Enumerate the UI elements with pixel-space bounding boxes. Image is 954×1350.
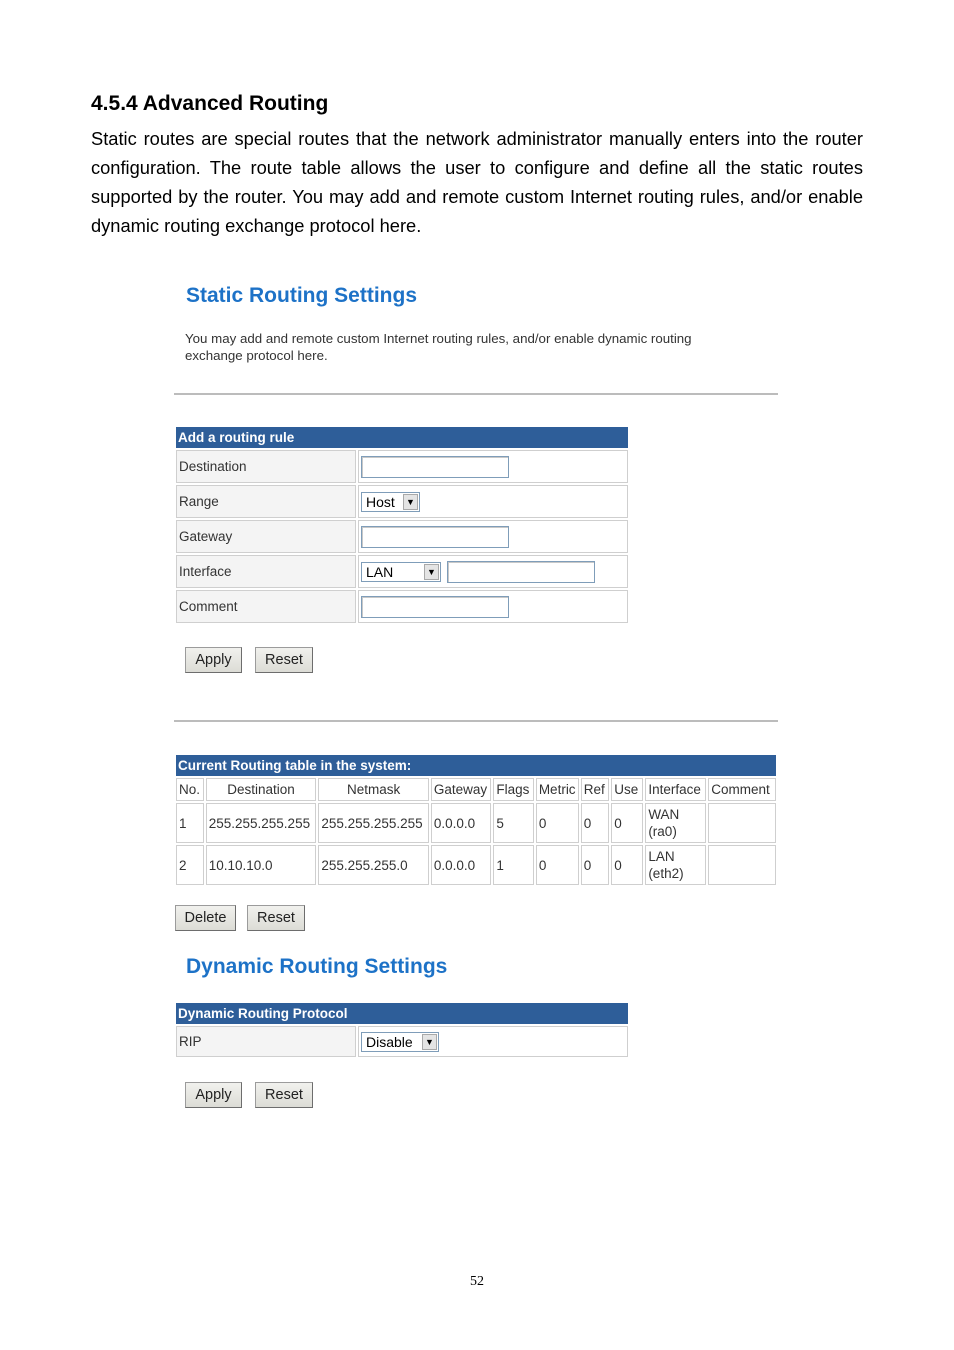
dynamic-reset-button[interactable]: Reset <box>255 1082 313 1108</box>
static-routing-intro: You may add and remote custom Internet routing rules, and/or enable dynamic routing exchange protocol here. <box>185 331 692 363</box>
section-body-text: Static routes are special routes that the network administrator manually enters into the router configuration. The route table allows the user to configure and define all the static routes supported by the router. You may add and remote custom Internet routing rules, and/or enable dynamic routing exchange protocol here. <box>91 128 863 236</box>
column-header: No. <box>176 778 204 801</box>
row-netmask: 255.255.255.0 <box>318 845 429 885</box>
comment-input[interactable] <box>361 596 509 618</box>
chevron-down-icon[interactable]: ▼ <box>422 1034 437 1050</box>
interface-select[interactable] <box>361 562 441 582</box>
gateway-input[interactable] <box>361 526 509 548</box>
row-gateway: 0.0.0.0 <box>431 803 492 843</box>
table-row[interactable] <box>176 845 776 885</box>
column-header: Interface <box>645 778 706 801</box>
dynamic-routing-form <box>174 1001 630 1059</box>
row-interface-name: WAN <box>648 807 680 822</box>
dynamic-routing-title: Dynamic Routing Settings <box>186 955 448 978</box>
row-interface-device: (ra0) <box>648 824 677 839</box>
rip-label: RIP <box>176 1026 356 1057</box>
column-header: Use <box>611 778 643 801</box>
row-interface-name: LAN <box>648 849 675 864</box>
column-header: Flags <box>493 778 533 801</box>
add-routing-rule-form <box>174 425 630 625</box>
column-header: Destination <box>206 778 317 801</box>
routing-table-header: Current Routing table in the system: <box>176 755 776 776</box>
row-gateway: 0.0.0.0 <box>431 845 492 885</box>
row-interface-device: (eth2) <box>648 866 684 881</box>
comment-label: Comment <box>176 590 356 623</box>
destination-label: Destination <box>176 450 356 483</box>
section-heading: 4.5.4 Advanced Routing <box>91 92 329 115</box>
interface-select-value: LAN <box>366 563 394 580</box>
dynamic-apply-button[interactable]: Apply <box>185 1082 242 1108</box>
range-select-value: Host <box>366 493 395 510</box>
row-comment <box>708 803 776 843</box>
row-comment <box>708 845 776 885</box>
row-flags: 5 <box>493 803 533 843</box>
reset-table-button[interactable]: Reset <box>247 905 305 931</box>
row-ref: 0 <box>581 845 609 885</box>
destination-input[interactable] <box>361 456 509 478</box>
row-interface <box>645 845 706 885</box>
column-header: Netmask <box>318 778 429 801</box>
interface-label: Interface <box>176 555 356 588</box>
page-number: 52 <box>470 1274 484 1289</box>
gateway-label: Gateway <box>176 520 356 553</box>
range-label: Range <box>176 485 356 518</box>
column-header: Metric <box>536 778 579 801</box>
range-select[interactable] <box>361 492 420 512</box>
row-no: 1 <box>176 803 204 843</box>
row-no: 2 <box>176 845 204 885</box>
column-header: Comment <box>708 778 776 801</box>
reset-button[interactable]: Reset <box>255 647 313 673</box>
row-ref: 0 <box>581 803 609 843</box>
interface-custom-input[interactable] <box>447 561 595 583</box>
row-metric: 0 <box>536 803 579 843</box>
chevron-down-icon[interactable]: ▼ <box>403 494 418 510</box>
chevron-down-icon[interactable]: ▼ <box>424 564 439 580</box>
row-netmask: 255.255.255.255 <box>318 803 429 843</box>
row-use: 0 <box>611 803 643 843</box>
delete-button[interactable]: Delete <box>175 905 236 931</box>
row-destination: 255.255.255.255 <box>206 803 317 843</box>
rip-select[interactable] <box>361 1032 439 1052</box>
divider <box>174 720 778 722</box>
row-flags: 1 <box>493 845 533 885</box>
column-header: Gateway <box>431 778 492 801</box>
rip-select-value: Disable <box>366 1033 413 1050</box>
row-destination: 10.10.10.0 <box>206 845 317 885</box>
row-use: 0 <box>611 845 643 885</box>
add-rule-header: Add a routing rule <box>176 427 628 448</box>
column-header: Ref <box>581 778 609 801</box>
dynamic-protocol-header: Dynamic Routing Protocol <box>176 1003 628 1024</box>
apply-button[interactable]: Apply <box>185 647 242 673</box>
routing-table <box>174 753 778 887</box>
table-row[interactable] <box>176 803 776 843</box>
routing-table-columns <box>176 778 776 801</box>
static-routing-title: Static Routing Settings <box>186 284 417 307</box>
divider <box>174 393 778 395</box>
row-interface <box>645 803 706 843</box>
row-metric: 0 <box>536 845 579 885</box>
